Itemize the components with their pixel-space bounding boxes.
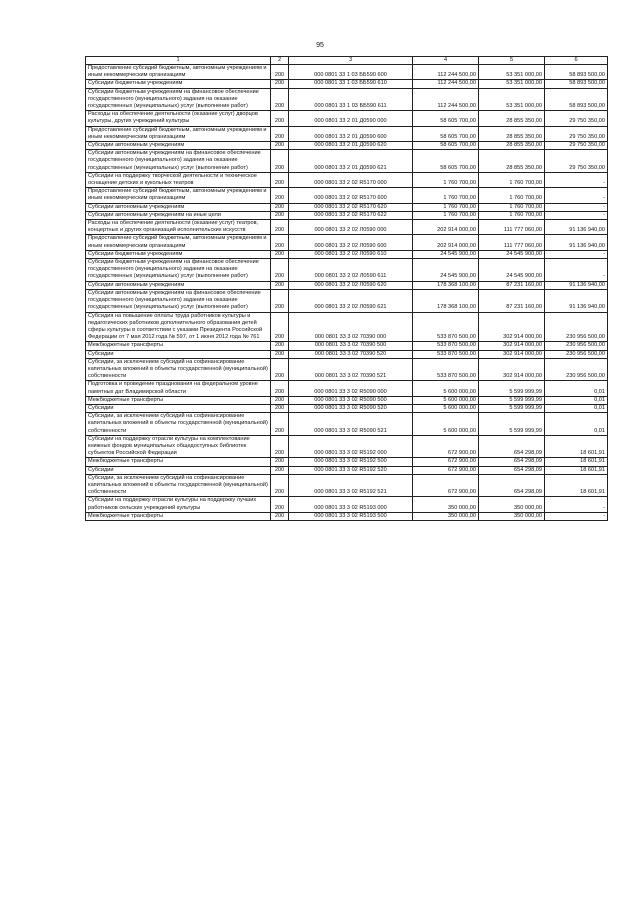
row-value-col5: 302 914 000,00 (479, 350, 545, 358)
row-group: 200 (271, 396, 289, 404)
row-name: Предоставление субсидий бюджетным, автономным учреждениям и иным некоммерческим организациям (86, 235, 271, 250)
row-value-col5: 24 545 900,00 (479, 250, 545, 258)
row-value-col6: 18 601,91 (545, 466, 608, 474)
table-row (86, 235, 608, 250)
row-code: 000 0801 33 2 02 Л0590 610 (289, 250, 413, 258)
row-name: Межбюджетные трансферты (86, 396, 271, 404)
row-group: 200 (271, 250, 289, 258)
column-header: 1 (86, 57, 271, 65)
row-value-col4: 672 900,00 (413, 466, 479, 474)
row-value-col5: 28 855 350,00 (479, 142, 545, 150)
row-value-col6: 0,01 (545, 396, 608, 404)
row-name: Субсидии автономным учреждениям на финансовое обеспечение государственного (муниципального) задания на оказание государственных (муниципальных) услуг (выполнение работ) (86, 150, 271, 173)
row-name: Расходы на обеспечение деятельности (оказание услуг) театров, концертных и других организаций исполнительских искусств (86, 220, 271, 235)
row-value-col4: 5 600 000,00 (413, 413, 479, 436)
row-name: Субсидии, за исключением субсидий на софинансирование капитальных вложений в объекты государственной (муниципальной) собственности (86, 474, 271, 497)
row-group: 200 (271, 150, 289, 173)
row-value-col4: 1 760 700,00 (413, 203, 479, 211)
row-value-col5: 302 914 000,00 (479, 358, 545, 381)
table-row (86, 211, 608, 219)
row-code: 000 0801 33 2 02 Л0590 611 (289, 259, 413, 282)
row-group: 200 (271, 358, 289, 381)
row-group: 200 (271, 259, 289, 282)
table-row (86, 220, 608, 235)
row-name: Субсидии бюджетным учреждениям на финансовое обеспечение государственного (муниципального) задания на оказание государственных (муниципальных) услуг (выполнение работ) (86, 88, 271, 111)
row-value-col4: 58 605 700,00 (413, 142, 479, 150)
row-value-col6: 58 893 500,00 (545, 80, 608, 88)
table-row (86, 466, 608, 474)
table-row (86, 435, 608, 458)
row-value-col6: - (545, 250, 608, 258)
row-group: 200 (271, 126, 289, 141)
row-value-col5: 28 855 350,00 (479, 111, 545, 126)
row-value-col5: 302 914 000,00 (479, 312, 545, 342)
row-name: Субсидии, за исключением субсидий на софинансирование капитальных вложений в объекты государственной (муниципальной) собственности (86, 358, 271, 381)
table-row (86, 203, 608, 211)
row-value-col5: 1 760 700,00 (479, 188, 545, 203)
row-value-col4: 58 605 700,00 (413, 150, 479, 173)
row-name: Субсидии бюджетным учреждениям (86, 80, 271, 88)
row-value-col4: 24 545 900,00 (413, 259, 479, 282)
row-value-col5: 5 599 999,99 (479, 396, 545, 404)
row-name: Субсидии на поддержку отрасли культуры на поддержку лучших работников сельских учреждений культуры (86, 497, 271, 512)
row-value-col4: 202 914 000,00 (413, 235, 479, 250)
row-value-col6: 18 601,91 (545, 474, 608, 497)
row-value-col4: 5 600 000,00 (413, 381, 479, 396)
row-value-col5: 87 231 160,00 (479, 281, 545, 289)
row-code: 000 0801 33 2 02 R5170 000 (289, 172, 413, 187)
row-code: 000 0801 33 2 01 Д0590 620 (289, 142, 413, 150)
row-value-col4: 5 600 000,00 (413, 396, 479, 404)
row-group: 200 (271, 350, 289, 358)
row-name: Предоставление субсидий бюджетным, автономным учреждениям и иным некоммерческим организациям (86, 188, 271, 203)
row-name: Субсидии бюджетным учреждениям на финансовое обеспечение государственного (муниципального) задания на оказание государственных (муниципальных) услуг (выполнение работ) (86, 259, 271, 282)
row-code: 000 0801 33 3 02 R5193 000 (289, 497, 413, 512)
row-group: 200 (271, 142, 289, 150)
row-code: 000 0801 33 3 02 R5192 520 (289, 466, 413, 474)
row-group: 200 (271, 172, 289, 187)
budget-table (85, 56, 608, 521)
table-row (86, 142, 608, 150)
row-group: 200 (271, 211, 289, 219)
row-value-col6: 0,01 (545, 404, 608, 412)
column-header: 2 (271, 57, 289, 65)
row-value-col5: 5 599 999,99 (479, 381, 545, 396)
table-row (86, 497, 608, 512)
row-value-col5: 654 298,09 (479, 458, 545, 466)
table-row (86, 342, 608, 350)
row-value-col6: 29 750 350,00 (545, 150, 608, 173)
row-group: 200 (271, 497, 289, 512)
row-value-col5: 1 760 700,00 (479, 203, 545, 211)
row-code: 000 0801 33 2 02 R5170 600 (289, 188, 413, 203)
row-value-col4: 1 760 700,00 (413, 211, 479, 219)
row-value-col4: 533 870 500,00 (413, 312, 479, 342)
table-row (86, 250, 608, 258)
row-value-col6: 91 136 940,00 (545, 281, 608, 289)
row-code: 000 0801 33 3 02 R5090 520 (289, 404, 413, 412)
table-row (86, 474, 608, 497)
row-group: 200 (271, 404, 289, 412)
row-value-col6: - (545, 203, 608, 211)
row-value-col4: 1 760 700,00 (413, 188, 479, 203)
row-value-col4: 24 545 900,00 (413, 250, 479, 258)
row-value-col6: 91 136 940,00 (545, 235, 608, 250)
row-value-col6: - (545, 188, 608, 203)
row-value-col4: 533 870 500,00 (413, 358, 479, 381)
row-name: Предоставление субсидий бюджетным, автономным учреждениям и иным некоммерческим организациям (86, 126, 271, 141)
row-value-col5: 5 599 999,99 (479, 404, 545, 412)
row-value-col4: 672 900,00 (413, 474, 479, 497)
row-code: 000 0801 33 1 03 ББ590 600 (289, 65, 413, 80)
row-value-col4: 58 605 700,00 (413, 126, 479, 141)
row-value-col6: 91 136 940,00 (545, 289, 608, 312)
row-name: Субсидии автономным учреждениям (86, 142, 271, 150)
row-value-col6: 58 893 500,00 (545, 65, 608, 80)
row-group: 200 (271, 188, 289, 203)
row-code: 000 0801 33 3 02 70390 500 (289, 342, 413, 350)
row-value-col6: 230 956 500,00 (545, 312, 608, 342)
row-name: Субсидии автономным учреждениям на иные цели (86, 211, 271, 219)
row-name: Субсидии, за исключением субсидий на софинансирование капитальных вложений в объекты государственной (муниципальной) собственности (86, 413, 271, 436)
table-row (86, 350, 608, 358)
row-code: 000 0801 33 2 01 Д0590 600 (289, 126, 413, 141)
row-value-col4: 112 244 500,00 (413, 65, 479, 80)
row-code: 000 0801 33 2 02 Л0590 600 (289, 235, 413, 250)
row-value-col6: 18 601,91 (545, 458, 608, 466)
row-code: 000 0801 33 1 03 ББ590 610 (289, 80, 413, 88)
row-group: 200 (271, 220, 289, 235)
row-value-col5: 24 545 900,00 (479, 259, 545, 282)
row-group: 200 (271, 111, 289, 126)
row-value-col4: 58 605 700,00 (413, 111, 479, 126)
row-name: Предоставление субсидий бюджетным, автономным учреждениям и иным некоммерческим организациям (86, 65, 271, 80)
row-value-col4: 112 244 500,00 (413, 80, 479, 88)
row-value-col4: 178 368 100,00 (413, 281, 479, 289)
table-row (86, 396, 608, 404)
row-value-col6: 29 750 350,00 (545, 126, 608, 141)
row-group: 200 (271, 435, 289, 458)
row-name: Субсидии на поддержку творческой деятельности и техническое оснащение детских и кукольных театров (86, 172, 271, 187)
row-value-col6: 230 956 500,00 (545, 350, 608, 358)
row-value-col5: 111 777 060,00 (479, 220, 545, 235)
page-number: 95 (316, 42, 324, 49)
row-group: 200 (271, 458, 289, 466)
row-code: 000 0801 33 3 02 R5192 521 (289, 474, 413, 497)
row-name: Субсидии автономным учреждениям на финансовое обеспечение государственного (муниципального) задания на оказание государственных (муниципальных) услуг (выполнение работ) (86, 289, 271, 312)
row-group: 200 (271, 512, 289, 520)
row-group: 200 (271, 312, 289, 342)
row-value-col5: 302 914 000,00 (479, 342, 545, 350)
row-value-col5: 28 855 350,00 (479, 126, 545, 141)
row-name: Межбюджетные трансферты (86, 512, 271, 520)
row-group: 200 (271, 413, 289, 436)
row-name: Подготовка и проведение празднования на федеральном уровне памятных дат Владимирской области (86, 381, 271, 396)
row-code: 000 0801 33 2 01 Д0590 621 (289, 150, 413, 173)
table-row (86, 413, 608, 436)
row-value-col5: 654 298,09 (479, 435, 545, 458)
row-value-col6: 29 750 350,00 (545, 111, 608, 126)
row-code: 000 0801 33 3 02 R5192 500 (289, 458, 413, 466)
row-value-col4: 112 244 500,00 (413, 88, 479, 111)
row-name: Субсидии бюджетным учреждениям (86, 250, 271, 258)
column-header: 5 (479, 57, 545, 65)
row-value-col4: 178 368 100,00 (413, 289, 479, 312)
column-header: 4 (413, 57, 479, 65)
table-row (86, 381, 608, 396)
row-value-col4: 350 000,00 (413, 512, 479, 520)
row-name: Субсидии автономным учреждениям (86, 203, 271, 211)
row-name: Субсидия на повышение оплаты труда работников культуры и педагогических работников дополнительного образования детей сферы культуры в соответствии с указами Президента Российской Федерации от 7 мая 2012 года № 597, от 1 июня 2012 года № 761 (86, 312, 271, 342)
table-row (86, 111, 608, 126)
table-row (86, 172, 608, 187)
row-value-col4: 672 900,00 (413, 435, 479, 458)
row-value-col4: 202 914 000,00 (413, 220, 479, 235)
row-value-col5: 28 855 350,00 (479, 150, 545, 173)
table-row (86, 289, 608, 312)
table-row (86, 188, 608, 203)
table-row (86, 80, 608, 88)
row-code: 000 0801 33 3 02 70390 521 (289, 358, 413, 381)
row-value-col5: 111 777 060,00 (479, 235, 545, 250)
row-code: 000 0801 33 3 02 R5090 000 (289, 381, 413, 396)
row-group: 200 (271, 235, 289, 250)
row-group: 200 (271, 65, 289, 80)
row-value-col6: 0,01 (545, 381, 608, 396)
row-group: 200 (271, 203, 289, 211)
row-name: Субсидии (86, 404, 271, 412)
row-group: 200 (271, 466, 289, 474)
row-name: Субсидии (86, 466, 271, 474)
row-value-col5: 1 760 700,00 (479, 211, 545, 219)
row-code: 000 0801 33 3 02 70390 000 (289, 312, 413, 342)
row-value-col5: 350 000,00 (479, 497, 545, 512)
row-value-col6: 29 750 350,00 (545, 142, 608, 150)
row-value-col6: - (545, 172, 608, 187)
row-value-col6: - (545, 211, 608, 219)
row-value-col6: - (545, 259, 608, 282)
row-code: 000 0801 33 2 02 R5170 622 (289, 211, 413, 219)
row-value-col6: 230 956 500,00 (545, 342, 608, 350)
row-group: 200 (271, 381, 289, 396)
row-value-col5: 87 231 160,00 (479, 289, 545, 312)
row-name: Субсидии автономным учреждениям (86, 281, 271, 289)
row-code: 000 0801 33 3 02 R5193 500 (289, 512, 413, 520)
table-row (86, 512, 608, 520)
row-value-col4: 533 870 500,00 (413, 342, 479, 350)
table-row (86, 126, 608, 141)
table-row (86, 88, 608, 111)
row-value-col5: 350 000,00 (479, 512, 545, 520)
row-value-col5: 5 599 999,99 (479, 413, 545, 436)
table-row (86, 404, 608, 412)
row-name: Межбюджетные трансферты (86, 458, 271, 466)
row-value-col6: 0,01 (545, 413, 608, 436)
row-value-col6: - (545, 497, 608, 512)
row-code: 000 0801 33 2 01 Д0590 000 (289, 111, 413, 126)
row-group: 200 (271, 80, 289, 88)
row-code: 000 0801 33 2 02 R5170 620 (289, 203, 413, 211)
row-group: 200 (271, 281, 289, 289)
row-code: 000 0801 33 3 02 R5090 521 (289, 413, 413, 436)
row-name: Субсидии (86, 350, 271, 358)
row-name: Расходы на обеспечение деятельности (оказание услуг) дворцов культуры, других учреждений культуры (86, 111, 271, 126)
row-group: 200 (271, 342, 289, 350)
row-group: 200 (271, 88, 289, 111)
column-header: 3 (289, 57, 413, 65)
row-value-col4: 1 760 700,00 (413, 172, 479, 187)
row-code: 000 0801 33 2 02 Л0590 620 (289, 281, 413, 289)
table-row (86, 150, 608, 173)
header-row (86, 57, 608, 65)
row-value-col4: 533 870 500,00 (413, 350, 479, 358)
table-row (86, 458, 608, 466)
row-code: 000 0801 33 1 03 ББ590 611 (289, 88, 413, 111)
row-value-col5: 654 298,09 (479, 466, 545, 474)
table-row (86, 312, 608, 342)
row-value-col6: 58 893 500,00 (545, 88, 608, 111)
table-row (86, 65, 608, 80)
table-row (86, 259, 608, 282)
row-code: 000 0801 33 2 02 Л0590 621 (289, 289, 413, 312)
row-code: 000 0801 33 3 02 70390 520 (289, 350, 413, 358)
row-value-col4: 672 900,00 (413, 458, 479, 466)
row-code: 000 0801 33 2 02 Л0590 000 (289, 220, 413, 235)
row-value-col4: 350 000,00 (413, 497, 479, 512)
row-value-col5: 53 351 000,00 (479, 80, 545, 88)
row-group: 200 (271, 289, 289, 312)
row-value-col6: - (545, 512, 608, 520)
row-value-col5: 1 760 700,00 (479, 172, 545, 187)
row-name: Субсидии на поддержку отрасли культуры на комплектование книжных фондов муниципальных общедоступных библиотек субъектов Российской Федерации (86, 435, 271, 458)
row-code: 000 0801 33 3 02 R5090 500 (289, 396, 413, 404)
row-value-col5: 53 351 000,00 (479, 65, 545, 80)
row-value-col5: 654 298,09 (479, 474, 545, 497)
row-value-col6: 91 136 940,00 (545, 220, 608, 235)
row-value-col6: 18 601,91 (545, 435, 608, 458)
row-value-col4: 5 600 000,00 (413, 404, 479, 412)
row-value-col6: 230 956 500,00 (545, 358, 608, 381)
row-code: 000 0801 33 3 02 R5192 000 (289, 435, 413, 458)
column-header: 6 (545, 57, 608, 65)
row-group: 200 (271, 474, 289, 497)
table-row (86, 358, 608, 381)
row-name: Межбюджетные трансферты (86, 342, 271, 350)
table-row (86, 281, 608, 289)
row-value-col5: 53 351 000,00 (479, 88, 545, 111)
